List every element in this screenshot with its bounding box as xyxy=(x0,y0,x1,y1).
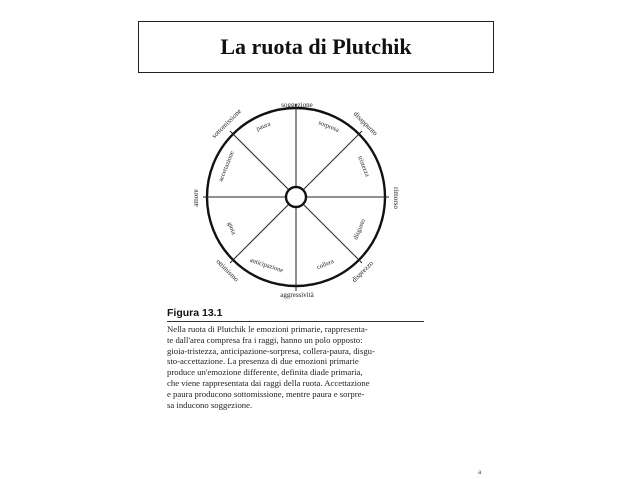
center-circle xyxy=(286,187,306,207)
slide-title-box xyxy=(138,21,494,73)
inner-label-gioia: gioia xyxy=(225,221,238,236)
inner-label-paura: paura xyxy=(255,120,272,133)
caption-line: Nella ruota di Plutchik le emozioni primarie, rappresenta- xyxy=(167,324,368,334)
caption-divider xyxy=(167,321,424,322)
inner-label-sorpresa: sorpresa xyxy=(317,119,340,134)
inner-label-anticipazione: anticipazione xyxy=(248,256,285,275)
caption-line: che viene rappresentata dai raggi della ruota. Accettazione xyxy=(167,377,370,388)
outer-label-lower-right: disprezzo xyxy=(350,259,375,284)
inner-label-collera: collera xyxy=(315,258,335,272)
inner-label-accettazione: accettazione xyxy=(217,150,236,183)
caption-line: sa inducono soggezione. xyxy=(167,399,253,410)
figure-caption xyxy=(167,324,427,410)
spoke-lower-left xyxy=(230,204,289,263)
outer-label-upper-right: disappunto xyxy=(351,109,380,138)
slide-title: La ruota di Plutchik xyxy=(220,34,412,59)
inner-label-disgusto: disgusto xyxy=(352,218,367,241)
outer-label-lower-left: ottimismo xyxy=(214,257,241,284)
caption-line: produce un'emozione differente, definita diade primaria, xyxy=(167,367,363,378)
outer-label-right: rimorso xyxy=(392,187,400,209)
outer-label-left: amore xyxy=(192,189,200,207)
caption-line: te dall'area compresa fra i raggi, hanno un polo opposto: xyxy=(167,334,363,345)
caption-line: e paura producono sottomissione, mentre paura e sorpre- xyxy=(167,388,365,399)
spoke-upper-right xyxy=(303,131,362,190)
spoke-upper-left xyxy=(230,131,289,190)
page-number: a xyxy=(478,470,482,476)
caption-line: gioia-tristezza, anticipazione-sorpresa, collera-paura, disgu- xyxy=(167,345,375,356)
caption-line: sto-accettazione. La presenza di due emozioni primarie xyxy=(167,356,359,367)
inner-label-tristezza: tristezza xyxy=(356,155,371,178)
outer-label-upper-left: sottomissione xyxy=(210,107,244,141)
plutchik-wheel xyxy=(190,95,420,305)
outer-label-bottom: aggressività xyxy=(280,291,314,299)
outer-label-top: soggezione xyxy=(281,101,313,109)
figure-label: Figura 13.1 xyxy=(167,307,223,319)
